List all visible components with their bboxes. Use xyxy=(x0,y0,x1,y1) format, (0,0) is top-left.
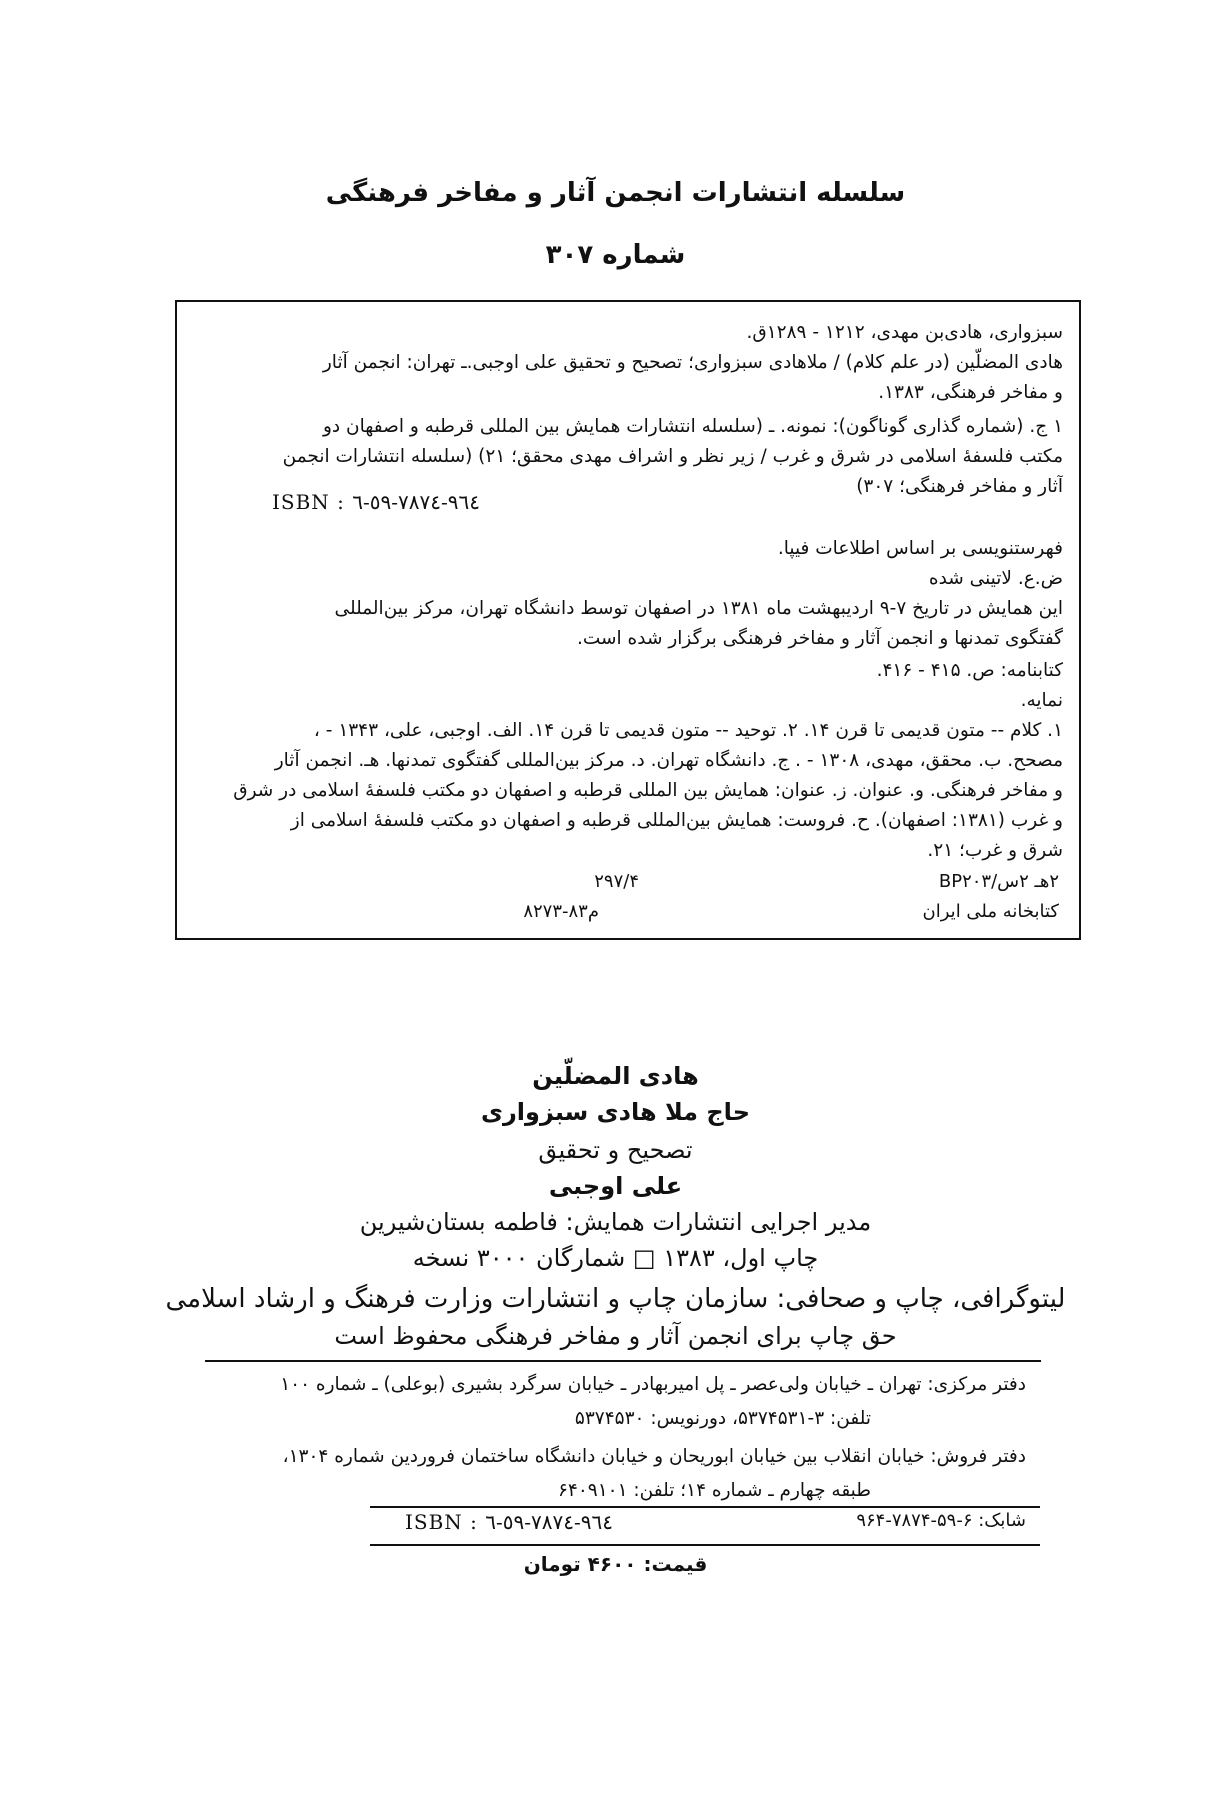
cip-line: ض.ع. لاتینی شده xyxy=(928,568,1063,589)
series-title: سلسله انتشارات انجمن آثار و مفاخر فرهنگی xyxy=(325,178,906,208)
author-name: حاج ملا هادی سبزواری xyxy=(480,1098,750,1126)
editor-name: علی اوجبی xyxy=(548,1172,683,1200)
cip-line: سبزواری، هادی‌بن مهدی، ۱۲۱۲ - ۱۲۸۹ق. xyxy=(746,322,1063,343)
central-office-address: دفتر مرکزی: تهران ـ خیابان ولی‌عصر ـ پل امیربهادر ـ خیابان سرگرد بشیری (بوعلی) ـ شماره ۱۰۰ xyxy=(280,1374,1026,1395)
cip-line: این همایش در تاریخ ۷-۹ اردیبهشت ماه ۱۳۸۱ در اصفهان توسط دانشگاه تهران، مرکز بین‌المللی xyxy=(334,598,1063,619)
series-number: شماره ۳۰۷ xyxy=(545,240,686,270)
cip-line: نمایه. xyxy=(1020,690,1063,711)
record-number: م۸۳-۸۲۷۳ xyxy=(523,901,599,922)
cip-line: آثار و مفاخر فرهنگی؛ ۳۰۷) xyxy=(856,476,1063,497)
cip-line: مصحح. ب. محقق، مهدی، ۱۳۰۸ - . ج. دانشگاه تهران. د. مرکز بین‌المللی گفتگوی تمدنها. هـ. انجمن آثار xyxy=(274,750,1063,771)
cataloguing-in-publication-box xyxy=(175,300,1081,940)
sales-office-floor: طبقه چهارم ـ شماره ۱۴؛ تلفن: ۶۴۰۹۱۰۱ xyxy=(557,1480,871,1501)
classification-lc: ۲هـ ۲س/BP۲۰۳ xyxy=(938,871,1059,892)
book-title: هادی المضلّین xyxy=(532,1062,699,1090)
editing-label: تصحیح و تحقیق xyxy=(538,1136,693,1164)
cip-line: مکتب فلسفهٔ اسلامی در شرق و غرب / زیر نظر و اشراف مهدی محقق؛ ۲۱) (سلسله انتشارات انجمن xyxy=(282,446,1063,467)
classification-dewey: ۲۹۷/۴ xyxy=(594,871,639,892)
cip-line: و مفاخر فرهنگی، ۱۳۸۳. xyxy=(878,382,1063,403)
divider xyxy=(205,1360,1041,1362)
cip-isbn: ISBN : ٩٦٤-٧٨٧٤-٥٩-٦ xyxy=(272,490,480,514)
cip-line: ۱. کلام -- متون قدیمی تا قرن ۱۴. ۲. توحید -- متون قدیمی تا قرن ۱۴. الف. اوجبی، علی، ۱۳۴۳ - ، xyxy=(313,720,1063,741)
cip-line: هادی المضلّین (در علم کلام) / ملاهادی سبزواری؛ تصحیح و تحقیق علی اوجبی.ـ تهران: انجمن آثار xyxy=(322,352,1063,373)
isbn-row xyxy=(205,1508,1026,1542)
isbn-number: ISBN : ٩٦٤-٧٨٧٤-٥٩-٦ xyxy=(405,1510,613,1534)
divider xyxy=(370,1544,1040,1546)
shabak-number: شابک: ۶-۵۹-۷۸۷۴-۹۶۴ xyxy=(856,1510,1026,1531)
cip-line: و مفاخر فرهنگی. و. عنوان. ز. عنوان: همایش بین المللی قرطبه و اصفهان دو مکتب فلسفهٔ اسلامی در شرق xyxy=(233,780,1063,801)
printing-info: لیتوگرافی، چاپ و صحافی: سازمان چاپ و انتشارات وزارت فرهنگ و ارشاد اسلامی xyxy=(165,1284,1066,1314)
cip-line: کتابنامه: ص. ۴۱۵ - ۴۱۶. xyxy=(876,660,1063,681)
national-library: کتابخانه ملی ایران xyxy=(922,901,1059,922)
cip-line: و غرب (۱۳۸۱: اصفهان). ح. فروست: همایش بین‌المللی قرطبه و اصفهان دو مکتب فلسفهٔ اسلامی از xyxy=(290,810,1063,831)
executive-manager: مدیر اجرایی انتشارات همایش: فاطمه بستان‌شیرین xyxy=(359,1208,872,1236)
cip-line: ۱ ج. (شماره گذاری گوناگون): نمونه. ـ (سلسله انتشارات همایش بین المللی قرطبه و اصفهان دو xyxy=(322,416,1063,437)
cip-line: گفتگوی تمدنها و انجمن آثار و مفاخر فرهنگی برگزار شده است. xyxy=(576,628,1063,649)
sales-office-address: دفتر فروش: خیابان انقلاب بین خیابان ابوریحان و خیابان دانشگاه ساختمان فروردین شماره ۱۳۰۴، xyxy=(282,1446,1026,1467)
copyright-notice: حق چاپ برای انجمن آثار و مفاخر فرهنگی محفوظ است xyxy=(334,1322,897,1350)
cip-line: فهرستنویسی بر اساس اطلاعات فیپا. xyxy=(777,538,1063,559)
cip-line: شرق و غرب؛ ۲۱. xyxy=(927,840,1063,861)
edition-info: چاپ اول، ۱۳۸۳ □ شمارگان ۳۰۰۰ نسخه xyxy=(412,1244,819,1272)
central-office-phone: تلفن: ۳-۵۳۷۴۵۳۱، دورنویس: ۵۳۷۴۵۳۰ xyxy=(574,1408,871,1429)
price: قیمت: ۴۶۰۰ تومان xyxy=(523,1552,708,1576)
